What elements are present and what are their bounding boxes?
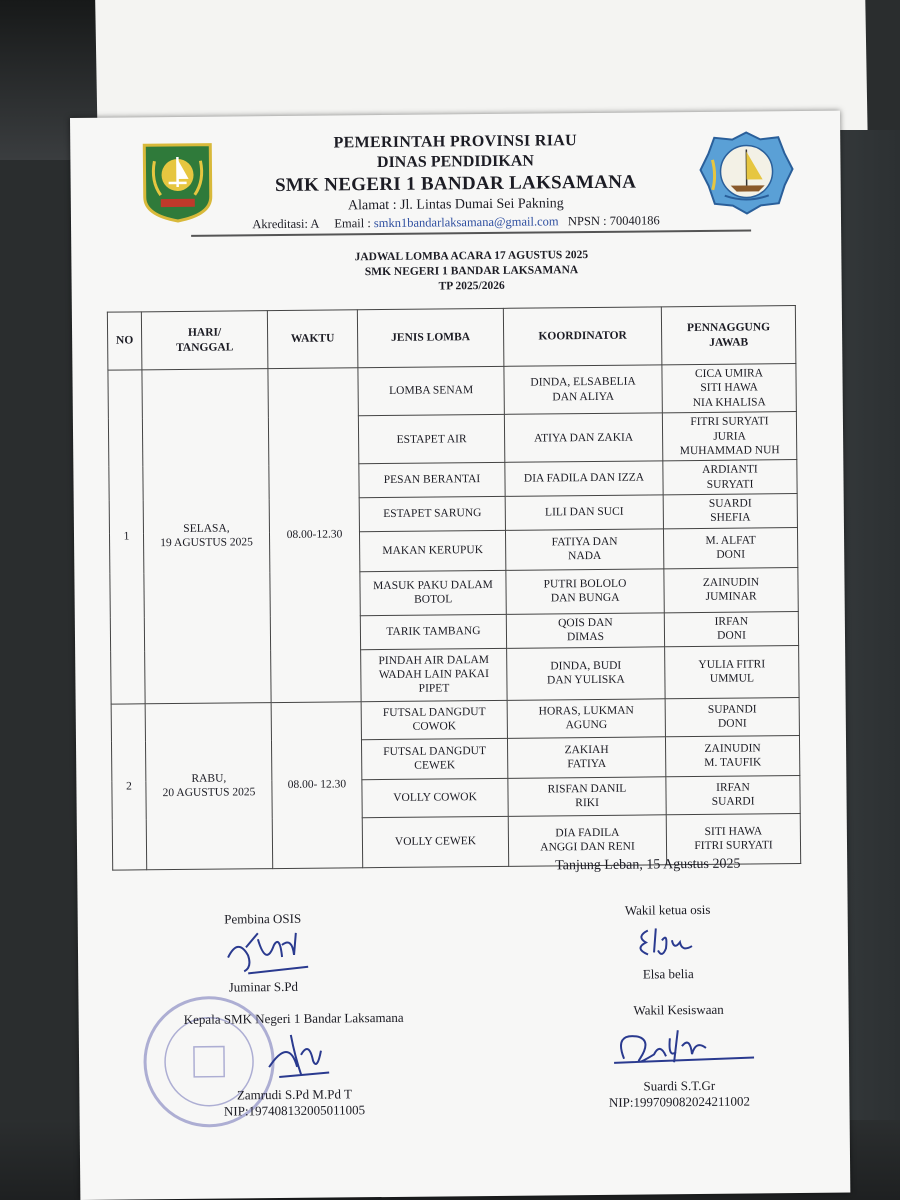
cell-line: VOLLY CEWEK — [394, 835, 477, 848]
cell-line: LOMBA SENAM — [389, 384, 474, 398]
header-waktu: WAKTU — [267, 310, 358, 369]
email-address: smkn1bandarlaksamana@gmail.com — [373, 214, 559, 231]
cell-line: AGUNG — [565, 719, 608, 732]
cell-line: SITI HAWA — [704, 825, 763, 838]
letterhead-department: DINAS PENDIDIKAN — [376, 152, 534, 172]
cell-line: MASUK PAKU DALAM — [373, 578, 493, 592]
signature-role: Wakil ketua osis — [624, 901, 711, 918]
cell-line: NIA KHALISA — [692, 396, 766, 409]
cell-hari-tanggal — [142, 369, 271, 704]
title-line-1: JADWAL LOMBA ACARA 17 AGUSTUS 2025 — [354, 249, 589, 264]
document-sheet — [70, 111, 850, 1200]
cell-koordinator — [504, 413, 662, 463]
header-no: NO — [107, 312, 142, 370]
cell-koordinator — [505, 529, 663, 571]
title-line-3: TP 2025/2026 — [438, 279, 505, 293]
cell-line: RABU, — [191, 772, 227, 785]
cell-koordinator — [506, 613, 664, 649]
cell-koordinator — [507, 647, 665, 701]
document-title — [261, 247, 681, 296]
cell-line: FUTSAL DANGDUT — [383, 744, 487, 758]
cell-line: JURIA — [713, 430, 746, 443]
cell-line: FITRI SURYATI — [694, 839, 773, 853]
cell-line: M. ALFAT — [705, 534, 756, 547]
header-hari-tanggal: HARI/ TANGGAL — [141, 311, 268, 370]
signature-kepala — [149, 1010, 440, 1121]
cell-line: SUARDI — [708, 497, 752, 510]
cell-line: FITRI SURYATI — [690, 415, 769, 429]
cell-jenis-lomba — [362, 778, 508, 817]
cell-line: DAN BUNGA — [550, 591, 620, 605]
cell-penanggung-jawab — [663, 527, 797, 568]
letterhead-address: Alamat : Jl. Lintas Dumai Sei Pakning — [347, 196, 564, 214]
cell-line: PIPET — [418, 682, 450, 696]
npsn: NPSN : 70040186 — [567, 213, 660, 229]
table-body — [108, 364, 801, 870]
cell-penanggung-jawab — [663, 494, 797, 529]
cell-line: FATIYA DAN — [551, 535, 618, 549]
header-koordinator: KOORDINATOR — [503, 307, 662, 367]
cell-jenis-lomba — [358, 414, 504, 464]
signature-pembina — [163, 910, 364, 996]
cell-line: 19 AGUSTUS 2025 — [160, 536, 253, 550]
cell-line: ESTAPET SARUNG — [383, 507, 482, 521]
cell-line: SUPANDI — [707, 703, 757, 716]
cell-line: IRFAN — [714, 615, 749, 628]
cell-line: IRFAN — [716, 781, 750, 794]
cell-jenis-lomba — [360, 570, 506, 615]
cell-no: 1 — [108, 370, 145, 704]
cell-line: DINDA, ELSABELIA — [530, 375, 636, 389]
school-logo-icon — [698, 129, 795, 216]
cell-line: SHEFIA — [710, 511, 751, 525]
signature-name: Juminar S.Pd — [228, 978, 299, 995]
letterhead — [220, 130, 691, 233]
cell-jenis-lomba — [358, 366, 504, 416]
cell-line: DONI — [717, 629, 746, 643]
handwritten-signature — [594, 1017, 765, 1075]
cell-line: DAN ALIYA — [552, 390, 615, 403]
cell-line: FUTSAL DANGDUT — [382, 705, 486, 719]
cell-koordinator — [505, 461, 663, 496]
cell-penanggung-jawab — [665, 645, 799, 698]
cell-hari-tanggal — [145, 702, 273, 869]
cell-koordinator — [504, 365, 662, 415]
cell-line: DONI — [716, 548, 746, 562]
signature-role: Pembina OSIS — [224, 910, 302, 927]
handwritten-signature — [239, 1026, 350, 1083]
signature-name: Suardi S.T.Gr — [643, 1077, 716, 1094]
header-penanggung-jawab: PENNAGGUNG JAWAB — [661, 306, 796, 365]
cell-line: DIA FADILA — [555, 826, 620, 840]
cell-koordinator — [507, 699, 665, 739]
cell-line: RIKI — [575, 797, 599, 810]
cell-line: ZAKIAH — [564, 743, 609, 757]
cell-line: ANGGI DAN RENI — [540, 840, 635, 854]
cell-line: PINDAH AIR DALAM — [378, 653, 490, 667]
cell-line: NADA — [568, 550, 602, 563]
cell-line: PUTRI BOLOLO — [543, 577, 627, 591]
cell-line: HORAS, LUKMAN — [538, 704, 634, 718]
cell-line: SELASA, — [183, 522, 230, 535]
cell-line: COWOK — [412, 720, 457, 733]
cell-jenis-lomba — [361, 700, 507, 739]
cell-no: 2 — [111, 704, 147, 870]
email-label: Email : — [334, 216, 371, 231]
cell-penanggung-jawab — [662, 412, 796, 461]
cell-line: LILI DAN SUCI — [544, 505, 624, 519]
cell-jenis-lomba — [362, 816, 508, 867]
signature-wakil-osis — [578, 901, 759, 983]
cell-line: YULIA FITRI — [698, 658, 766, 671]
signature-nip: NIP:197408132005011005 — [223, 1102, 366, 1119]
cell-line: ESTAPET AIR — [396, 432, 467, 446]
table-header-row — [107, 306, 796, 371]
cell-penanggung-jawab — [666, 775, 800, 814]
cell-line: BOTOL — [414, 593, 453, 606]
cell-jenis-lomba — [359, 530, 505, 571]
signature-role: Wakil Kesiswaan — [633, 1001, 724, 1018]
cell-penanggung-jawab — [665, 735, 799, 776]
cell-line: ATIYA DAN ZAKIA — [534, 431, 634, 445]
cell-line: JUMINAR — [705, 590, 757, 604]
cell-koordinator — [506, 569, 664, 615]
cell-line: TARIK TAMBANG — [386, 625, 481, 639]
cell-waktu: 08.00-12.30 — [268, 368, 361, 703]
letterhead-province: PEMERINTAH PROVINSI RIAU — [333, 132, 578, 152]
cell-penanggung-jawab — [664, 567, 798, 612]
table-row — [111, 697, 799, 742]
cell-jenis-lomba — [359, 496, 505, 531]
header-jenis-lomba: JENIS LOMBA — [357, 308, 504, 367]
cell-jenis-lomba — [361, 648, 507, 701]
cell-line: ZAINUDIN — [704, 742, 761, 755]
cell-line: SUARDI — [711, 795, 755, 809]
cell-koordinator — [507, 737, 665, 779]
cell-waktu: 08.00- 12.30 — [271, 701, 363, 868]
cell-line: VOLLY COWOK — [393, 791, 477, 804]
cell-line: UMMUL — [709, 672, 755, 686]
cell-line: CICA UMIRA — [694, 367, 764, 381]
signature-nip: NIP:199709082024211002 — [608, 1093, 751, 1110]
cell-line: WADAH LAIN PAKAI — [378, 668, 489, 682]
signature-kesiswaan — [579, 1001, 780, 1111]
cell-line: MAKAN KERUPUK — [382, 544, 484, 558]
signature-name: Zamrudi S.Pd M.Pd T — [236, 1086, 352, 1103]
cell-line: RISFAN DANIL — [547, 782, 627, 796]
handwritten-signature — [618, 918, 718, 963]
cell-koordinator — [505, 495, 663, 530]
schedule-table — [107, 305, 801, 870]
cell-penanggung-jawab — [664, 611, 798, 646]
letterhead-school: SMK NEGERI 1 BANDAR LAKSAMANA — [274, 171, 637, 197]
cell-penanggung-jawab — [665, 697, 799, 736]
cell-line: DIMAS — [566, 631, 605, 644]
cell-penanggung-jawab — [663, 460, 797, 495]
cell-line: CEWEK — [414, 759, 456, 772]
accreditation: Akreditasi: A — [252, 216, 319, 232]
cell-line: ZAINUDIN — [702, 576, 760, 589]
cell-jenis-lomba — [359, 463, 505, 498]
cell-line: DIA FADILA DAN IZZA — [523, 471, 645, 486]
title-line-2: SMK NEGERI 1 BANDAR LAKSAMANA — [364, 264, 579, 279]
signature-name: Elsa belia — [642, 966, 694, 982]
cell-line: PESAN BERANTAI — [383, 473, 481, 487]
signature-role: Kepala SMK Negeri 1 Bandar Laksamana — [183, 1009, 404, 1027]
cell-line: DAN YULISKA — [546, 673, 625, 687]
cell-line: SURYATI — [706, 478, 754, 491]
cell-line: QOIS DAN — [558, 616, 613, 630]
cell-line: SITI HAWA — [700, 381, 758, 395]
handwritten-signature — [208, 927, 318, 976]
cell-penanggung-jawab — [662, 364, 796, 413]
cell-line: ARDIANTI — [702, 463, 758, 477]
cell-line: FATIYA — [567, 758, 607, 771]
place-date: Tanjung Leban, 15 Agustus 2025 — [555, 856, 741, 874]
cell-line: M. TAUFIK — [704, 756, 762, 770]
cell-jenis-lomba — [361, 738, 507, 779]
riau-province-logo-icon — [140, 141, 215, 224]
table-row — [108, 364, 796, 419]
cell-line: DONI — [717, 717, 747, 731]
cell-line: DINDA, BUDI — [550, 659, 622, 673]
cell-line: 20 AGUSTUS 2025 — [162, 786, 256, 800]
cell-jenis-lomba — [360, 614, 506, 649]
cell-line: MUHAMMAD NUH — [679, 444, 780, 458]
cell-koordinator — [508, 777, 666, 817]
